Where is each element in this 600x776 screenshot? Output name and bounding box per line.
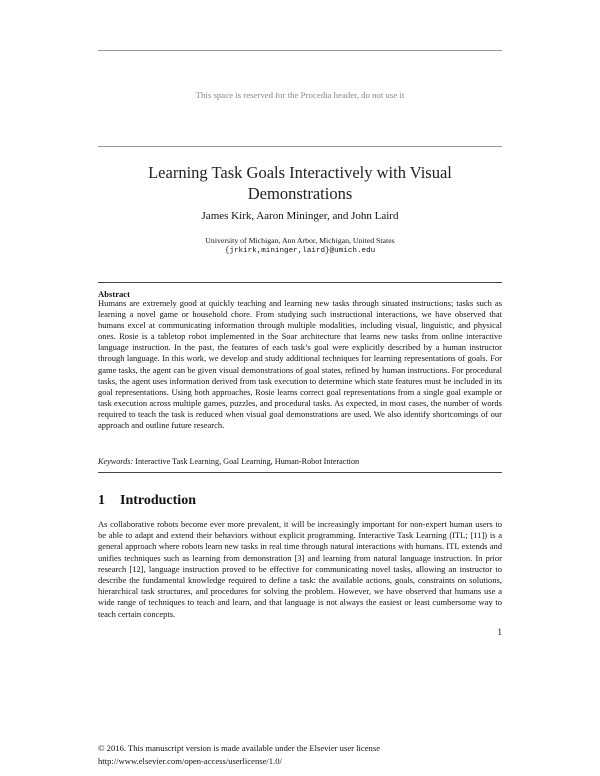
keywords-text: Interactive Task Learning, Goal Learning, Human-Robot Interaction bbox=[135, 457, 360, 466]
author-emails: {jrkirk,mininger,laird}@umich.edu bbox=[224, 247, 376, 255]
paper-title: Learning Task Goals Interactively with Visual Demonstrations bbox=[148, 163, 452, 203]
abstract-bottom-rule bbox=[98, 472, 502, 473]
keywords-label: Keywords: bbox=[98, 457, 134, 466]
section-number: 1 bbox=[98, 493, 105, 508]
header-top-rule bbox=[98, 50, 502, 51]
license-link[interactable]: http://www.elsevier.com/open-access/userlicense/1.0/ bbox=[98, 756, 282, 766]
paper-authors: James Kirk, Aaron Mininger, and John Laird bbox=[201, 210, 399, 222]
header-bottom-rule bbox=[98, 146, 502, 147]
keywords-line bbox=[98, 457, 502, 466]
author-affiliation-block bbox=[98, 236, 502, 256]
abstract-body bbox=[98, 298, 502, 431]
abstract-heading: Abstract bbox=[98, 289, 130, 299]
license-footer bbox=[98, 742, 380, 768]
license-statement: © 2016. This manuscript version is made available under the Elsevier user license bbox=[98, 743, 381, 753]
section-heading bbox=[98, 493, 196, 509]
section-title: Introduction bbox=[120, 493, 196, 508]
page-number: 1 bbox=[497, 627, 502, 637]
procedia-header-note: This space is reserved for the Procedia header, do not use it bbox=[195, 90, 405, 100]
abstract-paragraph: Humans are extremely good at quickly teaching and learning new tasks through situated instructions; tasks such as learning a novel game or household chore. From studying such instructional interactions, we have observed that humans excel at communicating information through multiple modalities, including visual, linguistic, and physical ones. Rosie is a tabletop robot implemented in the Soar architecture that learns new tasks from online interactive language instruction. In the past, the features of each task’s goal were explicitly described by a human instructor through language. In this work, we develop and study additional techniques for learning representations of goals. For game tasks, the agent can be given visual demonstrations of goal states, refined by human instructions. For procedural tasks, the agent uses information derived from task execution to determine which state features must be included in its goal representations. Using both approaches, Rosie learns correct goal representations from a single goal example or task execution across multiple games, puzzles, and procedural tasks. As expected, in most cases, the number of words required to teach the task is reduced when visual goal demonstrations are used. We also identify shortcomings of our approach and outline future research. bbox=[98, 298, 502, 431]
introduction-paragraph: As collaborative robots become ever more prevalent, it will be increasingly important for non-expert human users to be able to adapt and extend their behaviors without explicit programming. Interactive Task Learning (ITL; [11]) is a general approach where robots learn new tasks in real time through natural interactions with humans. ITL extends and unifies techniques such as learning from demonstration [3] and learning from natural language instruction. In prior research [12], language instruction proved to be effective for communicating novel tasks, allowing an instructor to describe the fundamental knowledge required to define a task: the available actions, goals, constraints on solutions, hierarchical task structures, and procedures for solving the problem. However, we have observed that humans use a wide range of techniques to teach and learn, and that language is not always the easiest or least cumbersome way to teach certain concepts. bbox=[98, 519, 502, 619]
abstract-top-rule bbox=[98, 282, 502, 283]
affiliation: University of Michigan, Ann Arbor, Michigan, United States bbox=[205, 236, 395, 245]
section-body bbox=[98, 519, 502, 620]
